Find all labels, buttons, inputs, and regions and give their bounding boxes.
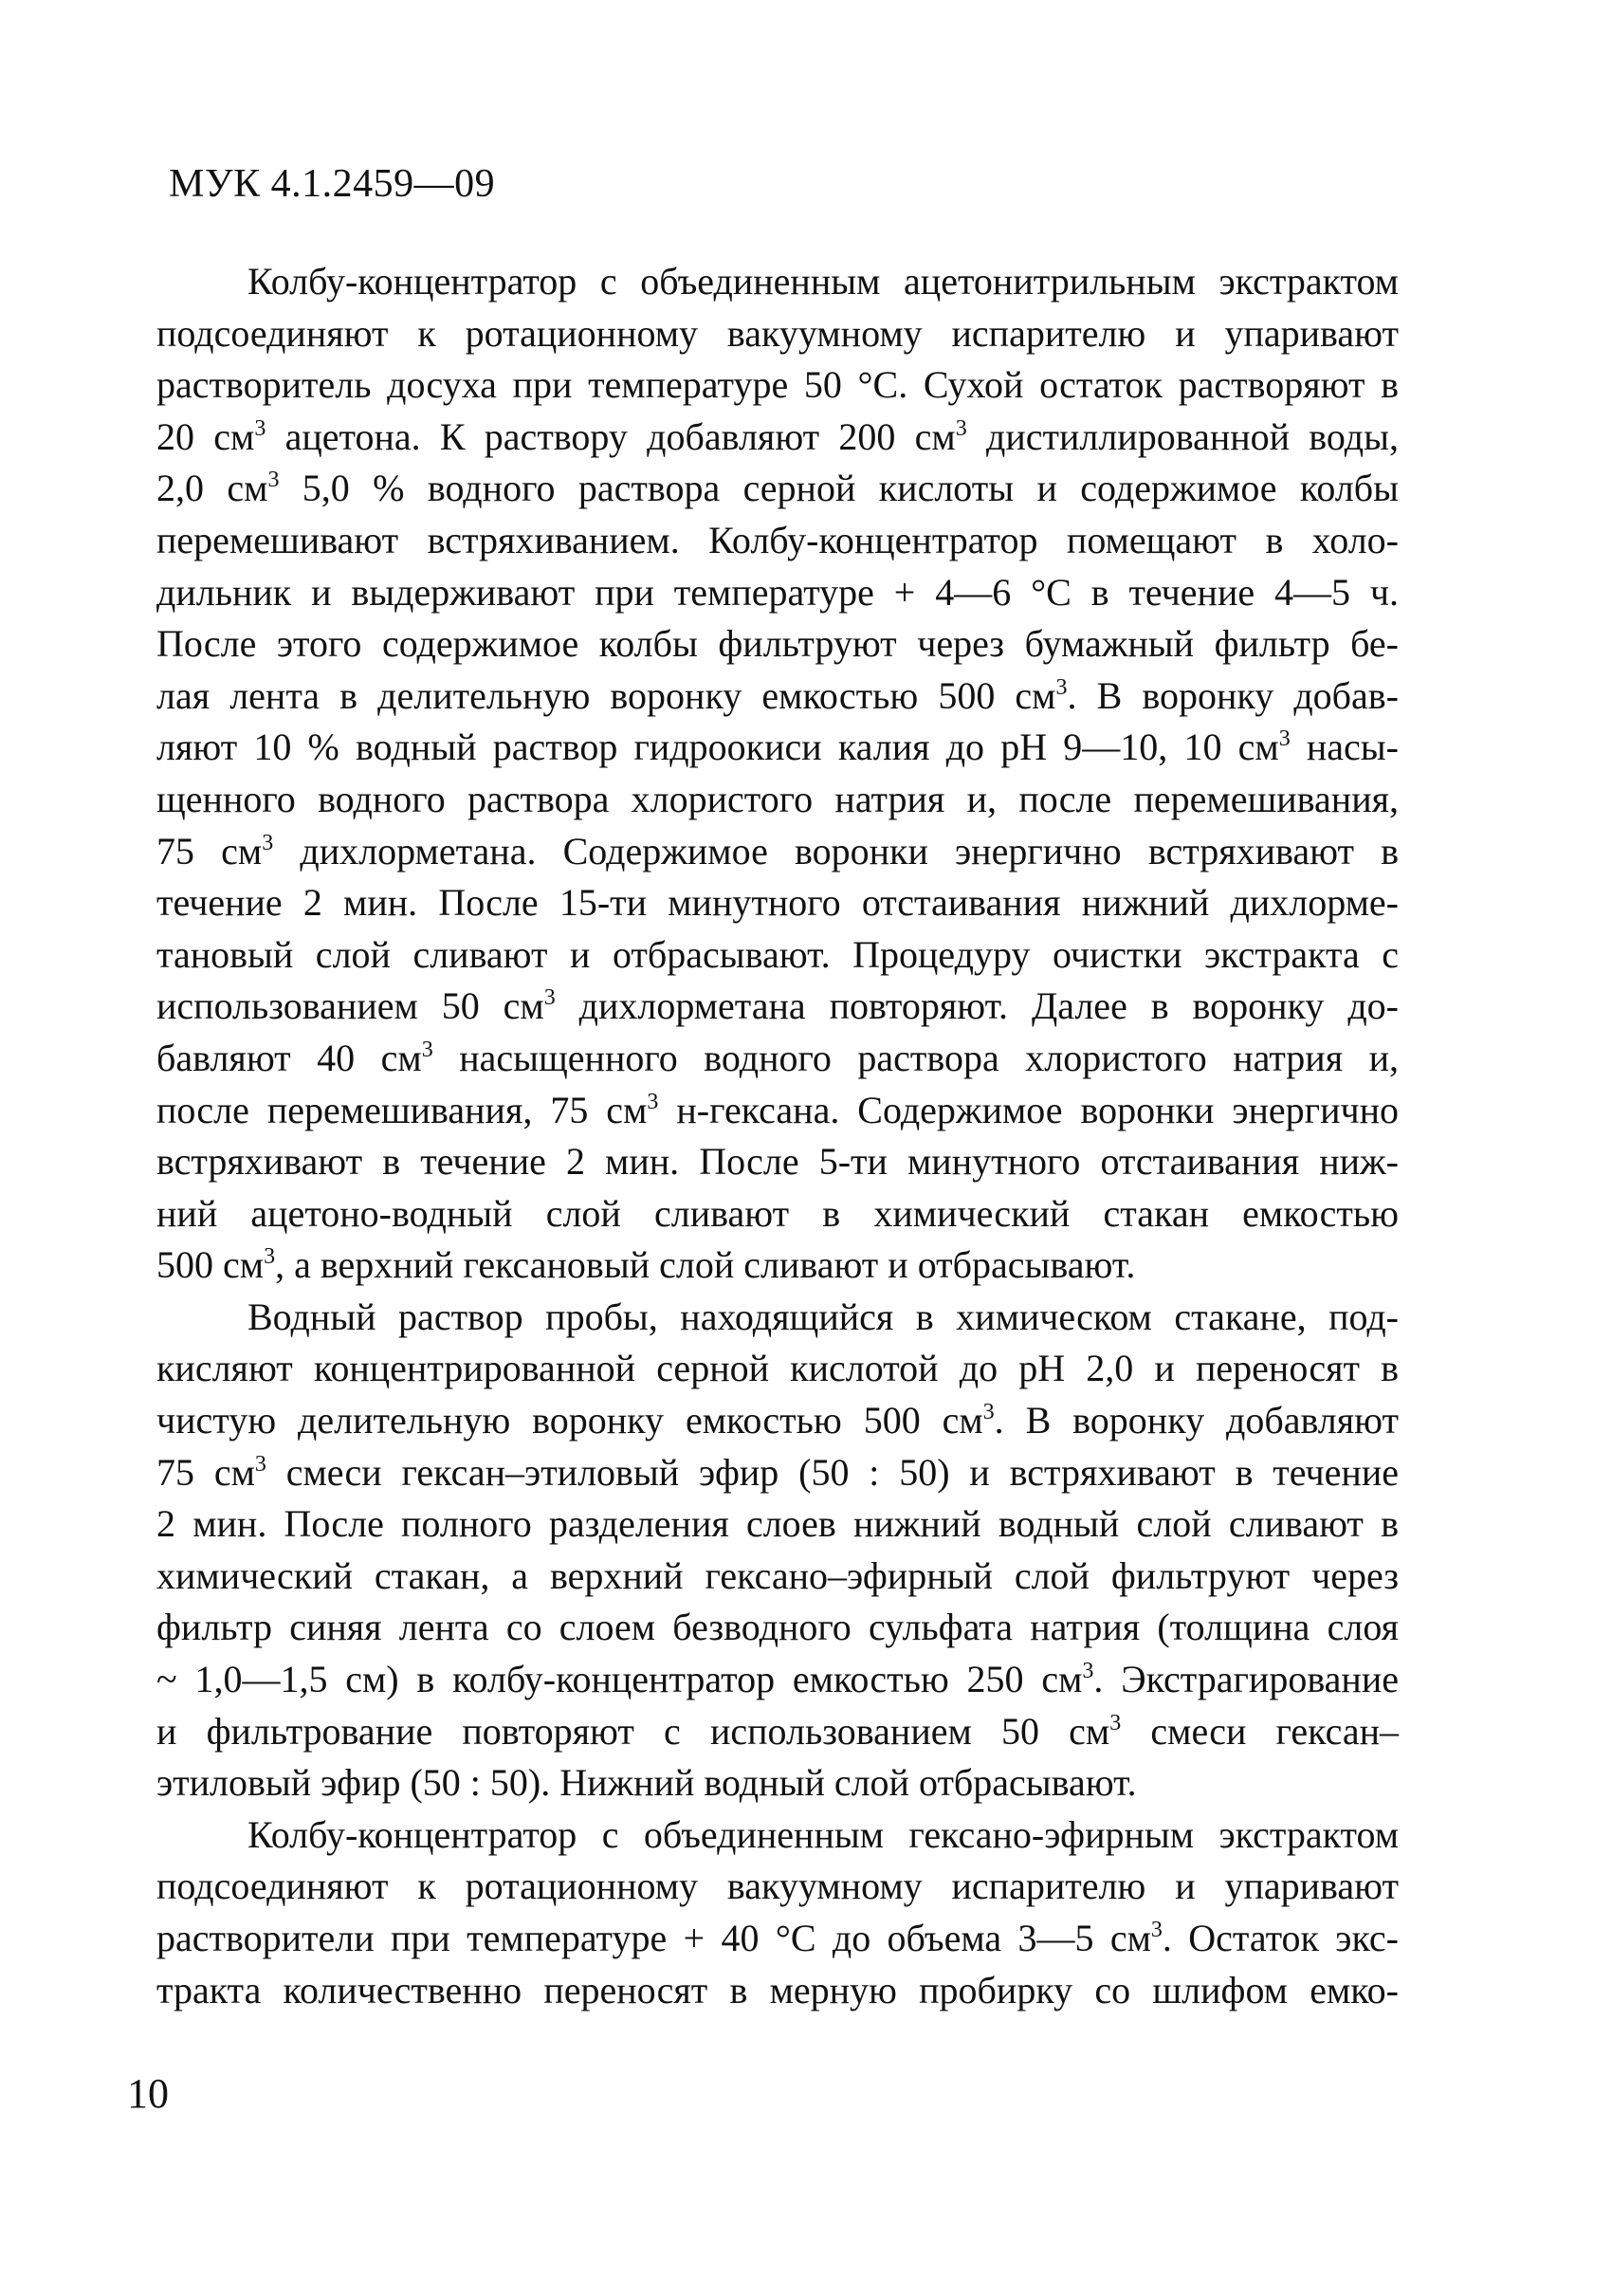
text-line: химический стакан, а верхний гексано–эфирный слой фильтруют через: [156, 1553, 1399, 1597]
text-line: Водный раствор пробы, находящийся в химическом стакане, под-: [247, 1295, 1399, 1338]
paragraph: [156, 1809, 1399, 2016]
page-number: 10: [127, 2070, 169, 2117]
text-line: лая лента в делительную воронку емкостью 500 $см^3$. В воронку добав-: [156, 673, 1399, 717]
text-line: Колбу-концентратор с объединенным гексано-эфирным экстрактом: [247, 1812, 1399, 1856]
text-line: щенного водного раствора хлористого натрия и, после перемешивания,: [156, 777, 1399, 820]
body-text: [156, 256, 1399, 2016]
text-line: 2,0 $см^3$ 5,0 % водного раствора серной кислоты и содержимое колбы: [156, 467, 1399, 510]
text-line: 500 $см^3$, а верхний гексановый слой сливают и отбрасывают.: [156, 1243, 1136, 1287]
paragraph-container: [156, 256, 1399, 2016]
text-line: использованием 50 $см^3$ дихлорметана повторяют. Далее в воронку до-: [156, 984, 1399, 1028]
text-line: 2 мин. После полного разделения слоев нижний водный слой сливают в: [156, 1502, 1399, 1546]
text-line: растворители при температуре + 40 °С до объема 3—5 $см^3$. Остаток экс-: [156, 1917, 1399, 1959]
text-line: тракта количественно переносят в мерную пробирку со шлифом емко-: [156, 1968, 1399, 2011]
paragraph: [156, 256, 1399, 1292]
text-line: встряхивают в течение 2 мин. После 5-ти минутного отстаивания ниж-: [156, 1140, 1399, 1184]
text-line: чистую делительную воронку емкостью 500 $см^3$. В воронку добавляют: [156, 1399, 1399, 1442]
text-line: 75 $см^3$ смеси гексан–этиловый эфир (50 : 50) и встряхивают в течение: [156, 1450, 1399, 1494]
text-line: дильник и выдерживают при температуре + 4—6 °С в течение 4—5 ч.: [156, 570, 1399, 614]
text-line: Колбу-концентратор с объединенным ацетонитрильным экстрактом: [247, 260, 1399, 303]
text-line: подсоединяют к ротационному вакуумному испарителю и упаривают: [156, 1864, 1399, 1908]
text-line: и фильтрование повторяют с использованием 50 $см^3$ смеси гексан–: [156, 1709, 1399, 1753]
text-line: фильтр синяя лента со слоем безводного сульфата натрия (толщина слоя: [156, 1606, 1399, 1649]
text-line: течение 2 мин. После 15-ти минутного отстаивания нижний дихлорме-: [156, 881, 1399, 925]
text-line: ~ 1,0—1,5 см) в колбу-концентратор емкостью 250 $см^3$. Экстрагирование: [156, 1658, 1399, 1701]
text-line: тановый слой сливают и отбрасывают. Процедуру очистки экстракта с: [156, 932, 1399, 976]
text-line: 75 $см^3$ дихлорметана. Содержимое воронки энергично встряхивают в: [156, 829, 1399, 872]
paragraph: [156, 1292, 1399, 1809]
text-line: перемешивают встряхиванием. Колбу-концентратор помещают в холо-: [156, 518, 1399, 561]
text-line: после перемешивания, 75 $см^3$ н-гексана. Содержимое воронки энергично: [156, 1088, 1399, 1131]
text-line: подсоединяют к ротационному вакуумному испарителю и упаривают: [156, 311, 1399, 355]
text-line: бавляют 40 $см^3$ насыщенного водного раствора хлористого натрия и,: [156, 1036, 1399, 1079]
text-line: этиловый эфир (50 : 50). Нижний водный слой отбрасывают.: [156, 1761, 1137, 1805]
text-line: растворитель досуха при температуре 50 °С. Сухой остаток растворяют в: [156, 363, 1399, 407]
text-line: ляют 10 % водный раствор гидроокиси калия до pH 9—10, 10 $см^3$ насы-: [156, 726, 1400, 769]
text-line: кисляют концентрированной серной кислотой до pH 2,0 и переносят в: [156, 1347, 1399, 1390]
text-line: 20 $см^3$ ацетона. К раствору добавляют 200 $см^3$ дистиллированной воды,: [156, 414, 1399, 458]
text-line: После этого содержимое колбы фильтруют через бумажный фильтр бе-: [156, 622, 1399, 666]
document-code: МУК 4.1.2459—09: [169, 162, 496, 206]
text-line: ний ацетоно-водный слой сливают в химический стакан емкостью: [156, 1191, 1399, 1235]
